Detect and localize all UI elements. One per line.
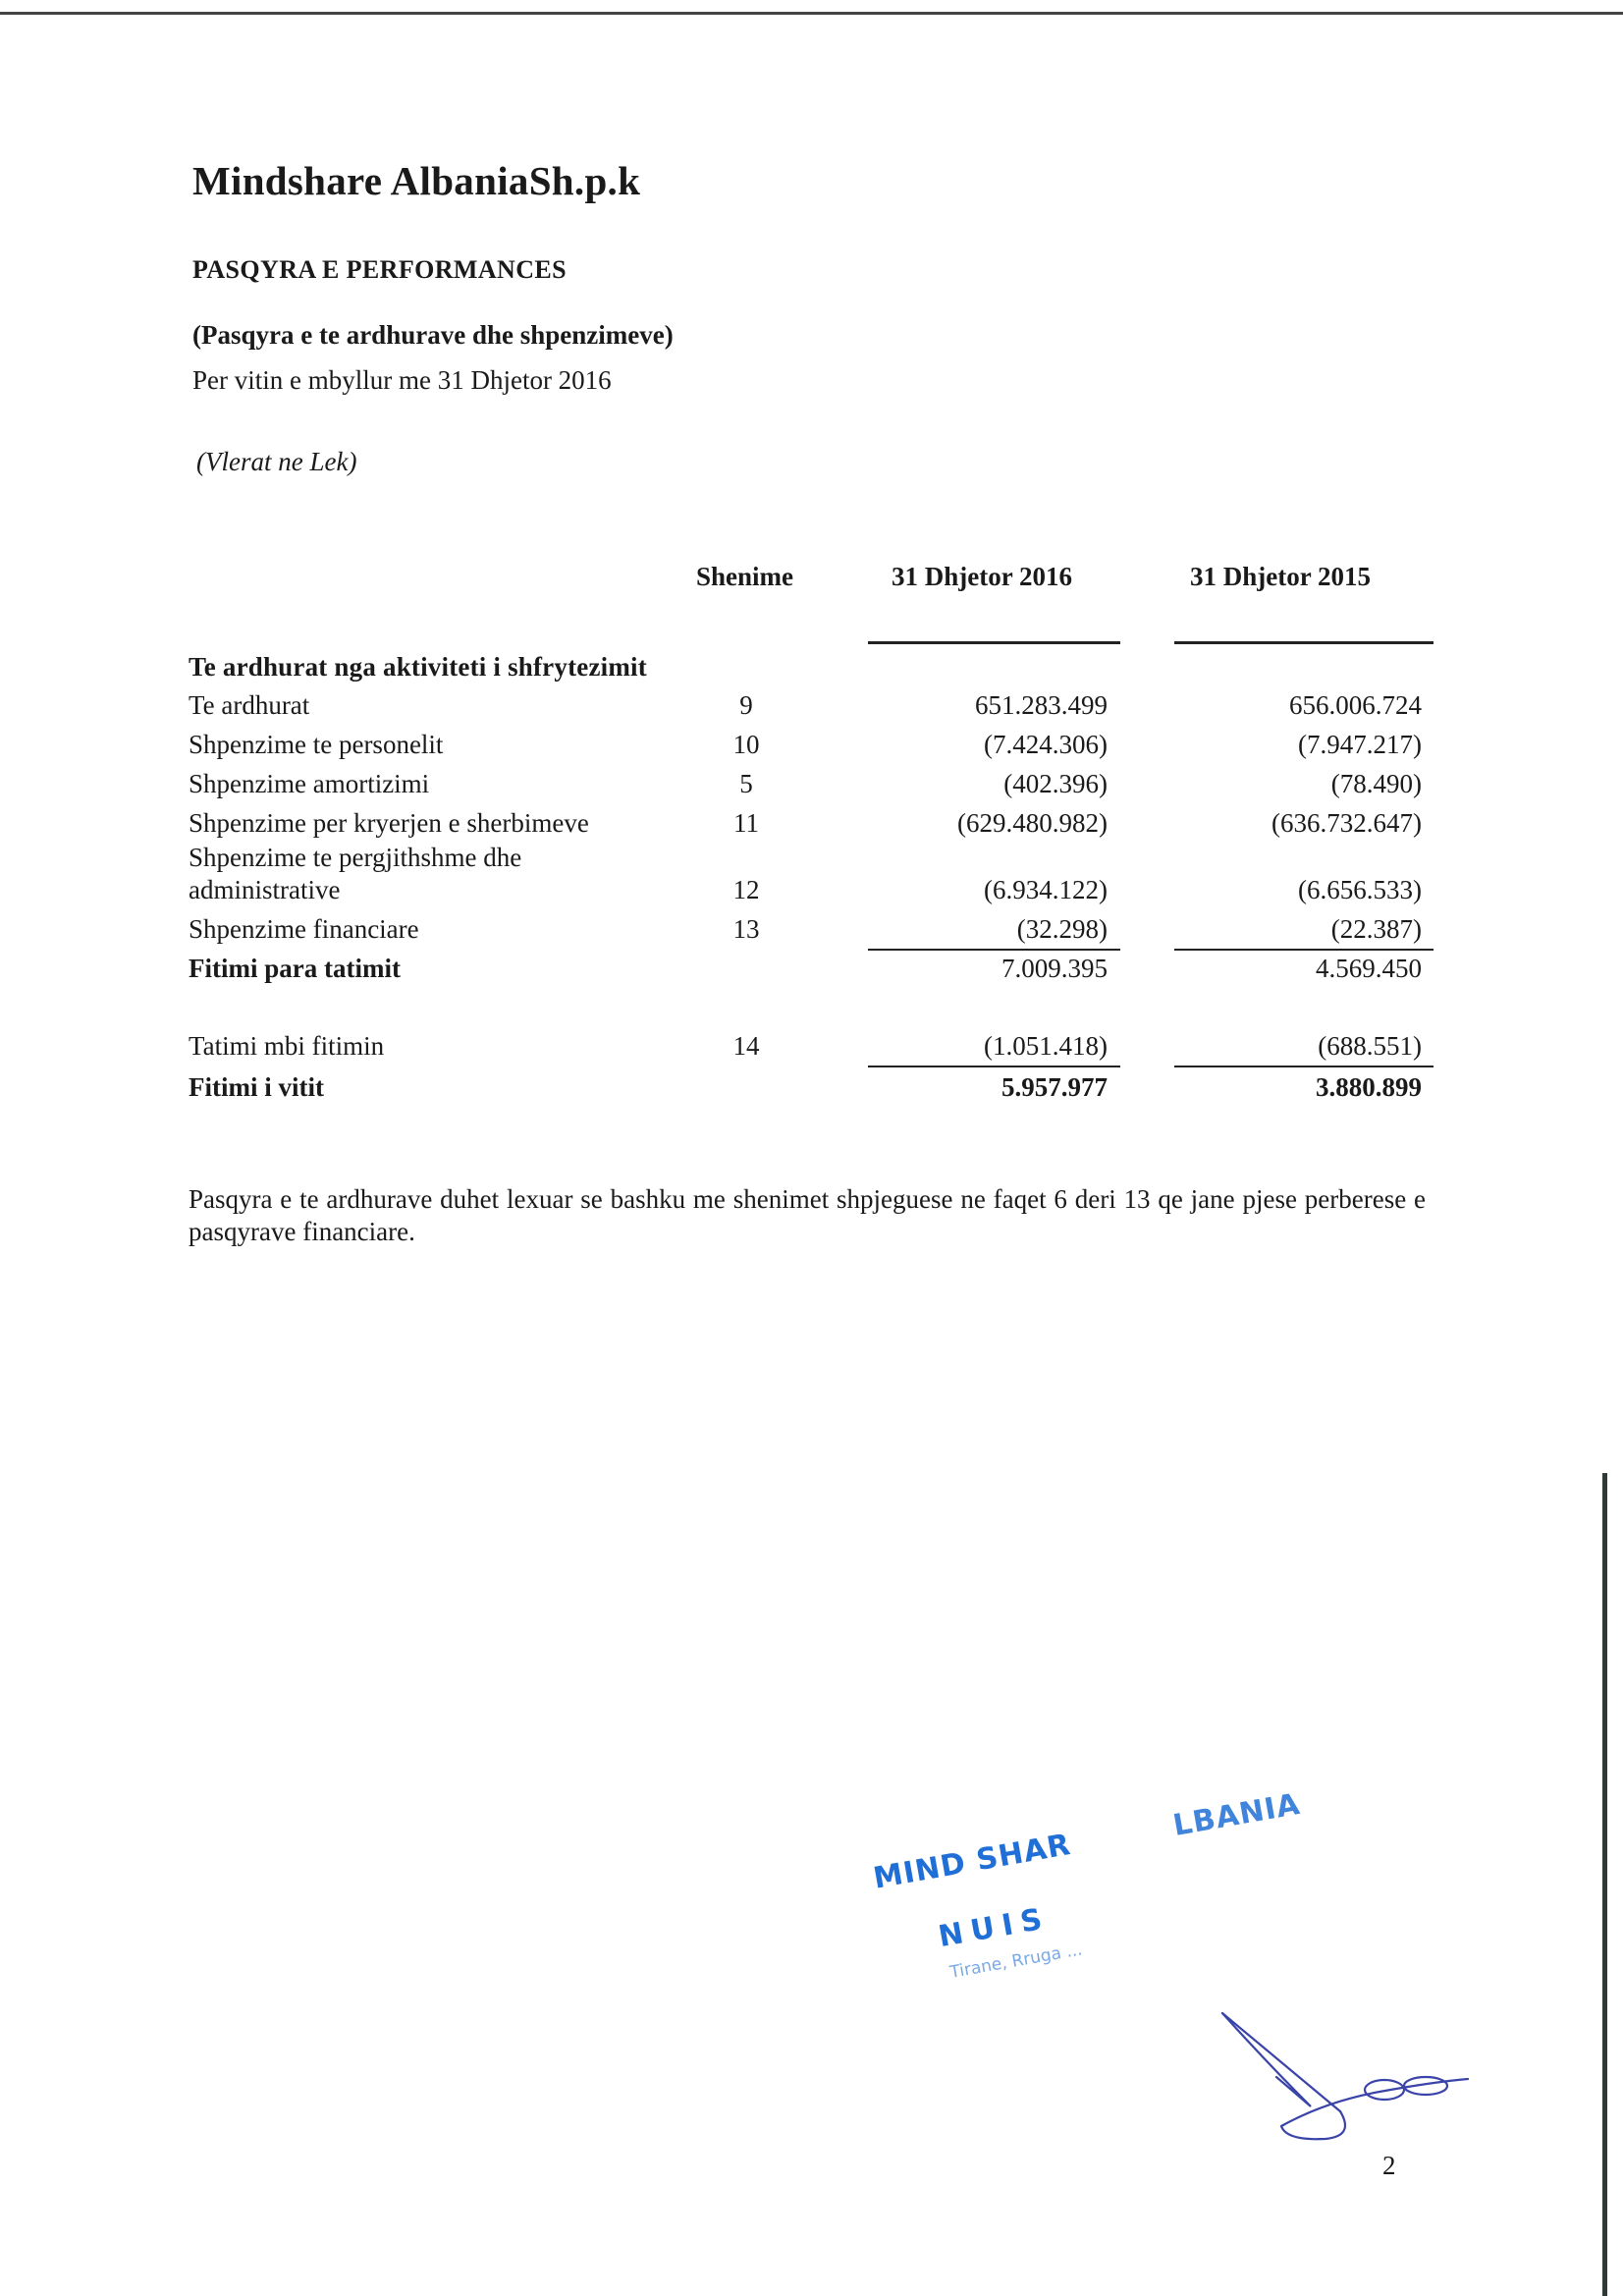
company-name: Mindshare AlbaniaSh.p.k [192,158,641,203]
row-label: Tatimi mbi fitimin [189,1031,385,1061]
row-value-2015: (6.656.533) [1298,875,1422,904]
top-border-rule [0,12,1623,15]
statement-subtitle: (Pasqyra e te ardhurave dhe shpenzimeve) [192,320,674,350]
row-value-2015: (22.387) [1330,914,1422,944]
row-note: 10 [732,730,760,759]
subtotal-line-2016 [868,949,1120,951]
row-label-line1: Shpenzime te pergjithshme dhe [189,843,522,872]
table-row [0,914,1623,954]
table-row [0,730,1623,769]
row-value-2016: (629.480.982) [957,808,1108,838]
row-note: 9 [739,690,753,720]
signature-icon [1208,2003,1502,2151]
row-label: Shpenzime per kryerjen e sherbimeve [189,808,589,838]
table-row [0,875,1623,914]
row-value-2016: 5.957.977 [1001,1072,1108,1102]
row-note: 5 [739,769,753,798]
row-value-2015: 3.880.899 [1316,1072,1422,1102]
row-value-2015: (78.490) [1330,769,1422,798]
column-header-2015: 31 Dhjetor 2015 [1190,562,1371,591]
stamp-text-line1b: LBANIA [1170,1786,1303,1843]
row-label: Fitimi para tatimit [189,954,401,983]
statement-title: PASQYRA E PERFORMANCES [192,255,568,284]
scan-edge-shadow [1602,1473,1607,2296]
row-label: Te ardhurat [189,690,310,720]
row-value-2016: (1.051.418) [984,1031,1108,1061]
total-line-2015 [1174,1066,1434,1067]
row-note: 12 [732,875,760,904]
row-value-2015: (7.947.217) [1298,730,1422,759]
table-row [0,808,1623,847]
row-label: Shpenzime te personelit [189,730,444,759]
footnote: Pasqyra e te ardhurave duhet lexuar se bashku me shenimet shpjeguese ne faqet 6 deri 13 qe jane pjese perberese e pasqyrave financiare. [189,1184,1426,1246]
section-heading-operating: Te ardhurat nga aktiviteti i shfrytezimit [189,652,647,682]
row-value-2016: (7.424.306) [984,730,1108,759]
row-value-2016: (402.396) [1003,769,1108,798]
column-header-notes: Shenime [696,562,794,591]
row-value-2015: (688.551) [1318,1031,1422,1061]
table-row-total [0,1072,1623,1112]
stamp-text-line1a: MIND SHAR [870,1827,1074,1896]
row-value-2015: 4.569.450 [1316,954,1422,983]
table-row [0,690,1623,730]
reporting-period: Per vitin e mbyllur me 31 Dhjetor 2016 [192,365,612,395]
row-value-2016: (6.934.122) [984,875,1108,904]
header-underline-2016 [868,641,1120,644]
row-value-2015: 656.006.724 [1289,690,1422,720]
row-label: Shpenzime amortizimi [189,769,430,798]
column-header-2016: 31 Dhjetor 2016 [892,562,1072,591]
table-row [0,769,1623,808]
row-label: administrative [189,875,341,904]
row-label: Shpenzime financiare [189,914,419,944]
row-value-2016: (32.298) [1016,914,1108,944]
currency-note: (Vlerat ne Lek) [196,447,357,476]
table-row-subtotal [0,954,1623,993]
row-value-2015: (636.732.647) [1271,808,1422,838]
row-note: 11 [733,808,759,838]
stamp-text-nuis: NUIS [936,1900,1053,1955]
subtotal-line-2015 [1174,949,1434,951]
header-underline-2015 [1174,641,1434,644]
page-number: 2 [1382,2151,1396,2180]
total-line-2016 [868,1066,1120,1067]
row-value-2016: 7.009.395 [1001,954,1108,983]
row-value-2016: 651.283.499 [975,690,1108,720]
row-note: 14 [732,1031,760,1061]
table-row [0,1031,1623,1070]
row-label: Fitimi i vitit [189,1072,324,1102]
row-note: 13 [732,914,760,944]
stamp-text-address: Tirane, Rruga ... [947,1940,1084,1983]
company-stamp [844,1716,1341,1981]
